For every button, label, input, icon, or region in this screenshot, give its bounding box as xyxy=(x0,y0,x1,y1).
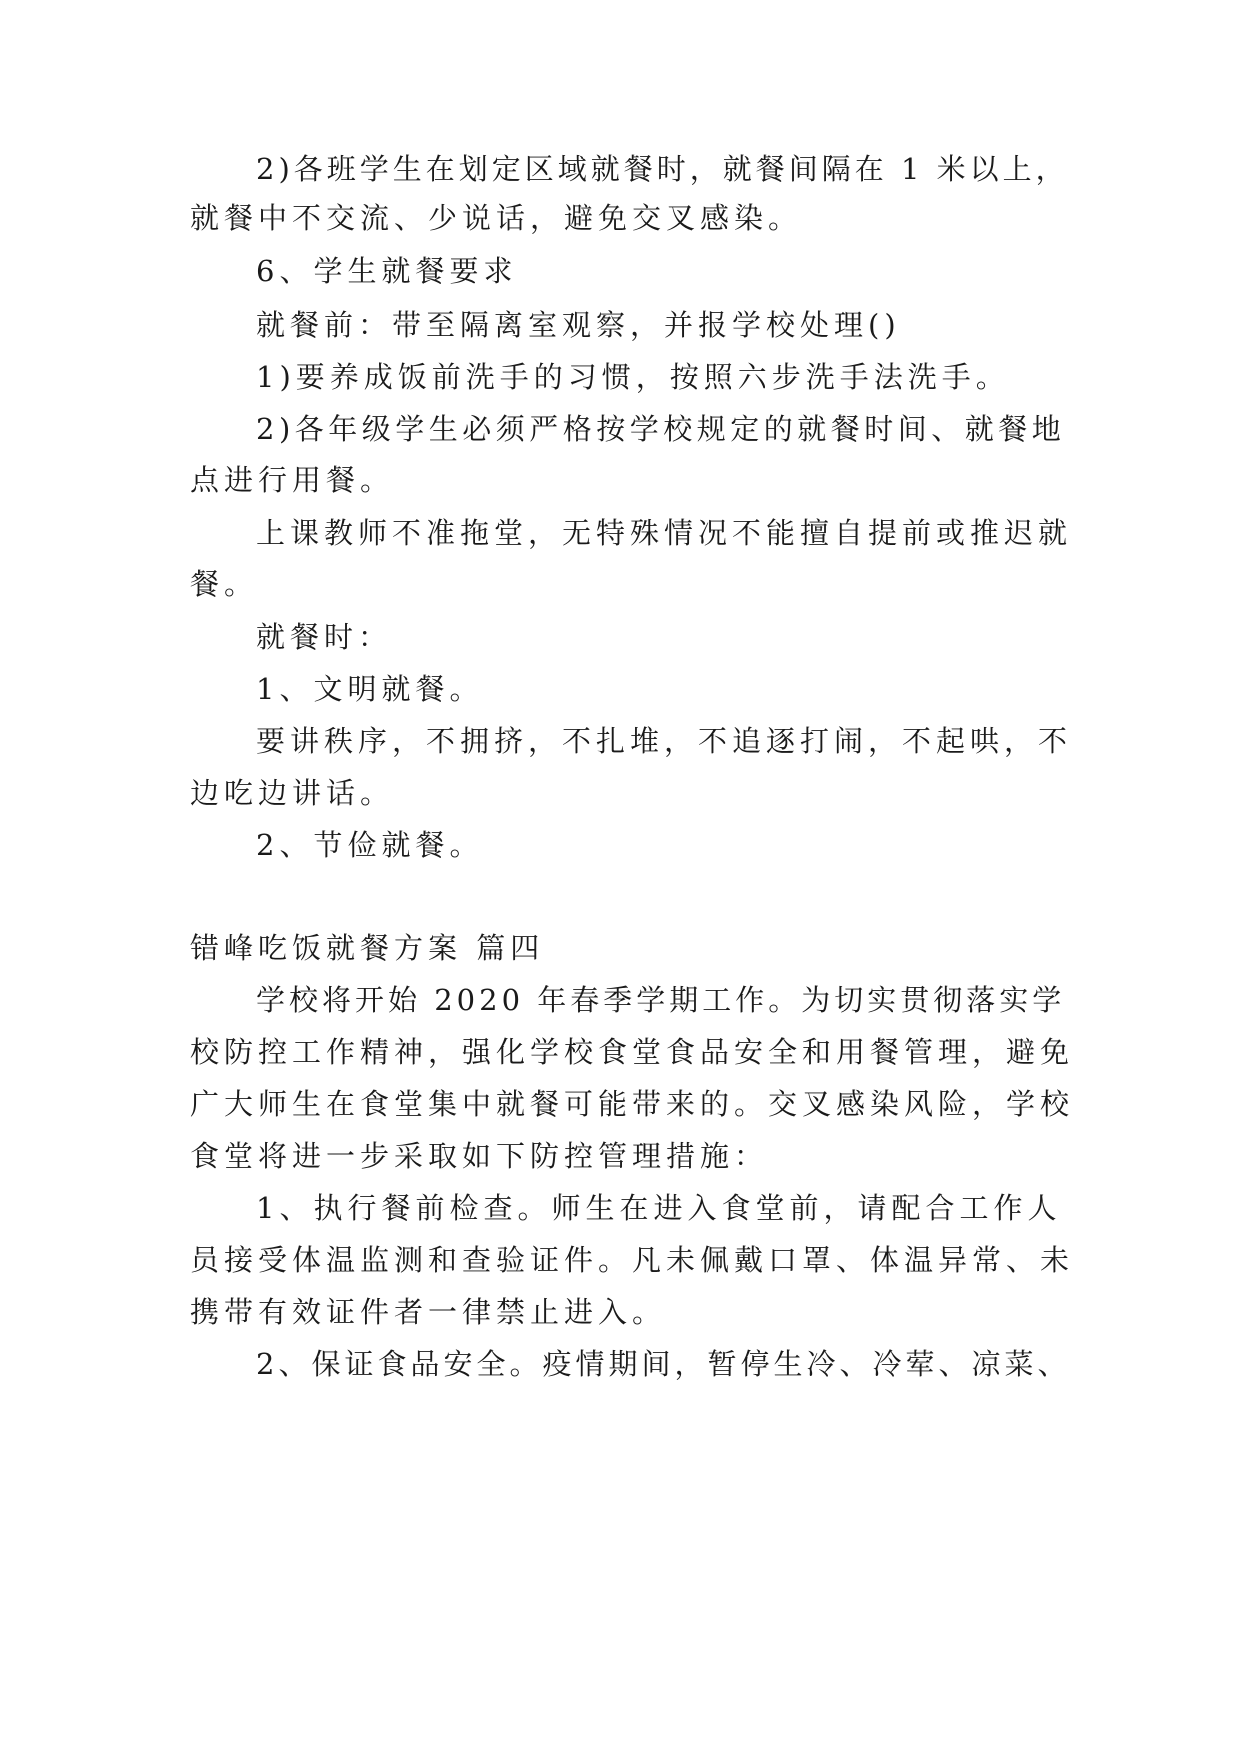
paragraph-line: 要讲秩序，不拥挤，不扎堆，不追逐打闹，不起哄，不 xyxy=(256,724,1073,758)
list-item: 2、节俭就餐。 xyxy=(256,828,484,862)
list-item: 1)要养成饭前洗手的习惯，按照六步洗手法洗手。 xyxy=(256,360,1010,394)
paragraph-line: 携带有效证件者一律禁止进入。 xyxy=(190,1295,667,1329)
list-item: 1、文明就餐。 xyxy=(256,672,484,706)
paragraph-line: 上课教师不准拖堂，无特殊情况不能擅自提前或推迟就 xyxy=(256,516,1073,550)
paragraph-line: 食堂将进一步采取如下防控管理措施： xyxy=(190,1139,769,1173)
list-item: 1、执行餐前检查。师生在进入食堂前，请配合工作人 xyxy=(256,1191,1062,1225)
list-item: 2、保证食品安全。疫情期间，暂停生冷、冷荤、凉菜、 xyxy=(256,1347,1071,1381)
paragraph-line: 餐。 xyxy=(190,567,259,601)
paragraph-line: 边吃边讲话。 xyxy=(190,776,395,810)
paragraph-line: 2)各班学生在划定区域就餐时，就餐间隔在 1 米以上， xyxy=(256,152,1069,186)
paragraph-line: 广大师生在食堂集中就餐可能带来的。交叉感染风险，学校 xyxy=(190,1087,1075,1121)
section-heading: 6、学生就餐要求 xyxy=(256,254,518,288)
section-title: 错峰吃饭就餐方案 篇四 xyxy=(190,931,545,965)
paragraph-line: 就餐中不交流、少说话，避免交叉感染。 xyxy=(190,201,803,235)
paragraph-line: 就餐前：带至隔离室观察，并报学校处理() xyxy=(256,308,901,342)
paragraph-line: 校防控工作精神，强化学校食堂食品安全和用餐管理，避免 xyxy=(190,1035,1075,1069)
list-item: 2)各年级学生必须严格按学校规定的就餐时间、就餐地 xyxy=(256,412,1066,446)
paragraph-line: 就餐时： xyxy=(256,620,393,654)
paragraph-line: 员接受体温监测和查验证件。凡未佩戴口罩、体温异常、未 xyxy=(190,1243,1075,1277)
paragraph-line: 学校将开始 2020 年春季学期工作。为切实贯彻落实学 xyxy=(256,983,1066,1017)
paragraph-line: 点进行用餐。 xyxy=(190,463,395,497)
